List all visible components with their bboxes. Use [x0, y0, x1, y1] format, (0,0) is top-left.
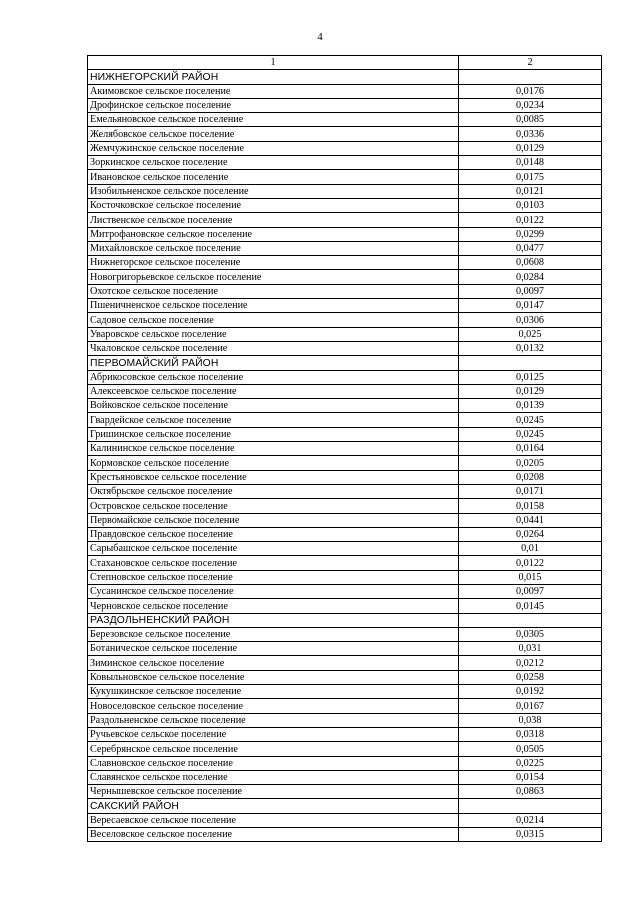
district-title: САКСКИЙ РАЙОН — [88, 799, 459, 813]
table-row — [88, 670, 602, 684]
settlement-name: Гришинское сельское поселение — [88, 427, 459, 441]
table-row — [88, 198, 602, 212]
district-row — [88, 799, 602, 813]
settlement-coefficient: 0,0129 — [459, 141, 602, 155]
settlement-coefficient: 0,0122 — [459, 556, 602, 570]
settlement-coefficient: 0,031 — [459, 642, 602, 656]
page-number: 4 — [317, 31, 323, 43]
settlement-coefficient: 0,0175 — [459, 170, 602, 184]
settlement-name: Пшеничненское сельское поселение — [88, 299, 459, 313]
settlement-coefficient: 0,0505 — [459, 742, 602, 756]
settlement-name: Кормовское сельское поселение — [88, 456, 459, 470]
table-row — [88, 627, 602, 641]
settlement-name: Зоркинское сельское поселение — [88, 156, 459, 170]
table-row — [88, 170, 602, 184]
settlement-coefficient: 0,0192 — [459, 685, 602, 699]
settlement-coefficient: 0,0171 — [459, 484, 602, 498]
table-row — [88, 584, 602, 598]
table-row — [88, 556, 602, 570]
table-row — [88, 141, 602, 155]
settlement-name: Желябовское сельское поселение — [88, 127, 459, 141]
settlement-coefficient: 0,038 — [459, 713, 602, 727]
column-header-1: 1 — [88, 56, 459, 70]
settlement-name: Косточковское сельское поселение — [88, 198, 459, 212]
district-value-cell — [459, 799, 602, 813]
settlement-coefficient: 0,0154 — [459, 770, 602, 784]
settlement-coefficient: 0,0164 — [459, 442, 602, 456]
settlement-coefficient: 0,0145 — [459, 599, 602, 613]
settlement-coefficient: 0,01 — [459, 542, 602, 556]
settlement-coefficient: 0,0085 — [459, 113, 602, 127]
table-row — [88, 184, 602, 198]
table-row — [88, 256, 602, 270]
table-row — [88, 727, 602, 741]
district-title: РАЗДОЛЬНЕНСКИЙ РАЙОН — [88, 613, 459, 627]
settlement-coefficient: 0,0299 — [459, 227, 602, 241]
table-row — [88, 341, 602, 355]
table-row — [88, 442, 602, 456]
settlements-table — [87, 55, 602, 842]
table-row — [88, 399, 602, 413]
district-value-cell — [459, 356, 602, 370]
settlement-name: Войковское сельское поселение — [88, 399, 459, 413]
settlement-coefficient: 0,0158 — [459, 499, 602, 513]
settlement-coefficient: 0,0129 — [459, 384, 602, 398]
settlement-coefficient: 0,0441 — [459, 513, 602, 527]
settlement-coefficient: 0,0284 — [459, 270, 602, 284]
table-row — [88, 527, 602, 541]
district-row — [88, 613, 602, 627]
settlement-name: Ручьевское сельское поселение — [88, 727, 459, 741]
table-row — [88, 227, 602, 241]
table-row — [88, 299, 602, 313]
district-title: НИЖНЕГОРСКИЙ РАЙОН — [88, 70, 459, 84]
column-header-2: 2 — [459, 56, 602, 70]
settlement-name: Сарыбашское сельское поселение — [88, 542, 459, 556]
settlement-name: Славновское сельское поселение — [88, 756, 459, 770]
settlement-name: Уваровское сельское поселение — [88, 327, 459, 341]
settlement-coefficient: 0,0125 — [459, 370, 602, 384]
settlement-coefficient: 0,0336 — [459, 127, 602, 141]
settlement-name: Изобильненское сельское поселение — [88, 184, 459, 198]
table-row — [88, 313, 602, 327]
table-row — [88, 427, 602, 441]
table-row — [88, 384, 602, 398]
settlement-coefficient: 0,0245 — [459, 427, 602, 441]
settlement-coefficient: 0,0148 — [459, 156, 602, 170]
settlement-name: Октябрьское сельское поселение — [88, 484, 459, 498]
settlement-name: Новогригорьевское сельское поселение — [88, 270, 459, 284]
settlement-coefficient: 0,015 — [459, 570, 602, 584]
settlement-coefficient: 0,0245 — [459, 413, 602, 427]
settlement-name: Раздольненское сельское поселение — [88, 713, 459, 727]
settlement-coefficient: 0,0863 — [459, 785, 602, 799]
table-header-row — [88, 56, 602, 70]
table-row — [88, 284, 602, 298]
settlement-name: Славянское сельское поселение — [88, 770, 459, 784]
table-row — [88, 413, 602, 427]
settlement-name: Чкаловское сельское поселение — [88, 341, 459, 355]
table-row — [88, 484, 602, 498]
settlement-name: Правдовское сельское поселение — [88, 527, 459, 541]
settlement-name: Березовское сельское поселение — [88, 627, 459, 641]
table-row — [88, 98, 602, 112]
table-row — [88, 456, 602, 470]
table-row — [88, 156, 602, 170]
settlement-name: Степновское сельское поселение — [88, 570, 459, 584]
settlement-name: Михайловское сельское поселение — [88, 241, 459, 255]
settlement-coefficient: 0,0097 — [459, 284, 602, 298]
settlement-name: Крестьяновское сельское поселение — [88, 470, 459, 484]
table-row — [88, 813, 602, 827]
district-row — [88, 356, 602, 370]
table-row — [88, 699, 602, 713]
table-row — [88, 756, 602, 770]
table-body — [88, 56, 602, 842]
table-row — [88, 499, 602, 513]
settlement-coefficient: 0,0205 — [459, 456, 602, 470]
settlement-name: Вересаевское сельское поселение — [88, 813, 459, 827]
settlement-name: Дрофинское сельское поселение — [88, 98, 459, 112]
table-row — [88, 713, 602, 727]
settlement-coefficient: 0,0212 — [459, 656, 602, 670]
settlement-name: Митрофановское сельское поселение — [88, 227, 459, 241]
settlement-coefficient: 0,0264 — [459, 527, 602, 541]
settlement-name: Веселовское сельское поселение — [88, 828, 459, 842]
settlement-name: Гвардейское сельское поселение — [88, 413, 459, 427]
settlement-coefficient: 0,0477 — [459, 241, 602, 255]
district-value-cell — [459, 70, 602, 84]
settlement-coefficient: 0,0258 — [459, 670, 602, 684]
settlement-name: Ботаническое сельское поселение — [88, 642, 459, 656]
table-row — [88, 84, 602, 98]
table-row — [88, 570, 602, 584]
settlement-coefficient: 0,0225 — [459, 756, 602, 770]
settlement-name: Жемчужинское сельское поселение — [88, 141, 459, 155]
settlement-coefficient: 0,0097 — [459, 584, 602, 598]
settlement-name: Новоселовское сельское поселение — [88, 699, 459, 713]
settlement-name: Сусанинское сельское поселение — [88, 584, 459, 598]
settlement-name: Ивановское сельское поселение — [88, 170, 459, 184]
settlement-name: Кукушкинское сельское поселение — [88, 685, 459, 699]
settlement-name: Зиминское сельское поселение — [88, 656, 459, 670]
settlement-coefficient: 0,0318 — [459, 727, 602, 741]
settlement-name: Чернышевское сельское поселение — [88, 785, 459, 799]
settlement-name: Ковыльновское сельское поселение — [88, 670, 459, 684]
table-row — [88, 599, 602, 613]
settlement-coefficient: 0,0132 — [459, 341, 602, 355]
settlement-name: Емельяновское сельское поселение — [88, 113, 459, 127]
settlement-coefficient: 0,0176 — [459, 84, 602, 98]
settlement-name: Абрикосовское сельское поселение — [88, 370, 459, 384]
settlement-name: Алексеевское сельское поселение — [88, 384, 459, 398]
settlement-coefficient: 0,0167 — [459, 699, 602, 713]
settlement-name: Первомайское сельское поселение — [88, 513, 459, 527]
table-row — [88, 370, 602, 384]
district-title: ПЕРВОМАЙСКИЙ РАЙОН — [88, 356, 459, 370]
settlement-coefficient: 0,0305 — [459, 627, 602, 641]
table-row — [88, 470, 602, 484]
settlement-name: Калининское сельское поселение — [88, 442, 459, 456]
table-row — [88, 742, 602, 756]
settlement-name: Серебрянское сельское поселение — [88, 742, 459, 756]
settlement-name: Черновское сельское поселение — [88, 599, 459, 613]
settlement-name: Стахановское сельское поселение — [88, 556, 459, 570]
settlement-coefficient: 0,0608 — [459, 256, 602, 270]
table-row — [88, 656, 602, 670]
table-row — [88, 685, 602, 699]
table-row — [88, 828, 602, 842]
settlement-coefficient: 0,025 — [459, 327, 602, 341]
settlement-name: Садовое сельское поселение — [88, 313, 459, 327]
table-row — [88, 327, 602, 341]
table-row — [88, 642, 602, 656]
settlement-name: Островское сельское поселение — [88, 499, 459, 513]
table-row — [88, 241, 602, 255]
table-row — [88, 270, 602, 284]
table-row — [88, 513, 602, 527]
settlement-coefficient: 0,0234 — [459, 98, 602, 112]
settlement-coefficient: 0,0139 — [459, 399, 602, 413]
table-row — [88, 213, 602, 227]
table-row — [88, 785, 602, 799]
settlement-name: Нижнегорское сельское поселение — [88, 256, 459, 270]
settlement-coefficient: 0,0208 — [459, 470, 602, 484]
settlement-coefficient: 0,0103 — [459, 198, 602, 212]
table-row — [88, 113, 602, 127]
table-row — [88, 542, 602, 556]
settlement-name: Лиственское сельское поселение — [88, 213, 459, 227]
settlement-coefficient: 0,0147 — [459, 299, 602, 313]
settlement-coefficient: 0,0306 — [459, 313, 602, 327]
settlement-coefficient: 0,0121 — [459, 184, 602, 198]
district-row — [88, 70, 602, 84]
settlement-coefficient: 0,0315 — [459, 828, 602, 842]
table-row — [88, 127, 602, 141]
settlement-name: Охотское сельское поселение — [88, 284, 459, 298]
table-row — [88, 770, 602, 784]
district-value-cell — [459, 613, 602, 627]
settlement-coefficient: 0,0122 — [459, 213, 602, 227]
settlement-name: Акимовское сельское поселение — [88, 84, 459, 98]
settlement-coefficient: 0,0214 — [459, 813, 602, 827]
